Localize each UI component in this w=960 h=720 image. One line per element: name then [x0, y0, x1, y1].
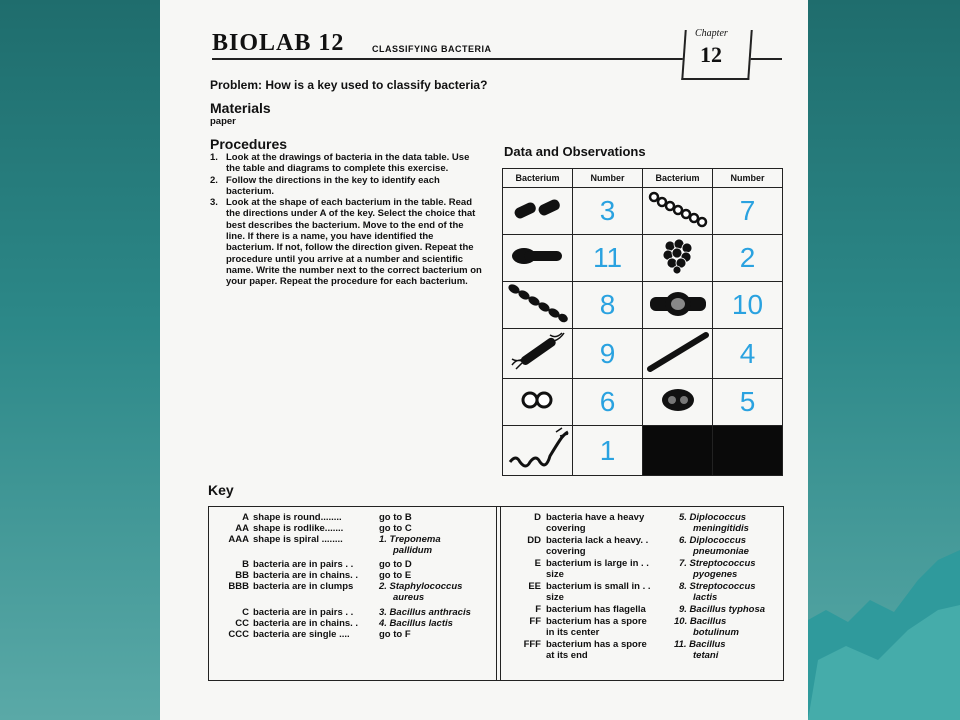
bacterium-drawing	[643, 329, 713, 379]
key-text: bacteria are in clumps	[253, 581, 354, 592]
bacterium-drawing	[643, 188, 713, 235]
chapter-number: 12	[700, 42, 722, 67]
number-cell: 5	[713, 379, 783, 426]
key-text: covering	[546, 546, 586, 557]
worksheet-page	[160, 0, 808, 720]
table-row	[503, 188, 783, 235]
procedure-step: 1. Look at the drawings of bacteria in the data table. Use the table and diagrams to complete this exercise.	[210, 152, 470, 175]
key-text: bacteria are in chains. .	[253, 618, 359, 629]
key-result: aureus	[393, 592, 425, 603]
bacterium-drawing	[503, 282, 573, 329]
problem-statement: Problem: How is a key used to classify bacteria?	[210, 78, 488, 92]
bacterium-drawing	[503, 329, 573, 379]
key-result: go to E	[379, 570, 412, 581]
key-result: botulinum	[693, 627, 739, 638]
key-text: at its end	[546, 650, 588, 661]
bacilli-chain-drawing	[506, 283, 570, 323]
key-code: BB	[235, 570, 249, 581]
key-text: bacteria have a heavy	[546, 512, 645, 523]
key-text: bacterium is small in . .	[546, 581, 651, 592]
key-box	[208, 506, 784, 681]
number-cell: 2	[713, 235, 783, 282]
bacilli-pair-drawing	[508, 191, 568, 227]
procedure-step: 3. Look at the shape of each bacterium in the table. Read the directions under A of the key. Select the choice that best describes the bacterium. Move to the end of the line. If there is a name, you have identified the bacterium. If not, follow the direction given. Repeat the procedure until you arrive at a number and scientific name. Write the number next to the correct bacterium on your paper. Repeat the procedure for each bacterium.	[210, 197, 482, 288]
table-row	[503, 329, 783, 379]
key-result: 6. Diplococcus	[679, 535, 747, 546]
table-row	[503, 235, 783, 282]
number-cell: 9	[573, 329, 643, 379]
cocci-chain-drawing	[646, 189, 710, 229]
key-result: 4. Bacillus lactis	[379, 618, 453, 629]
bacterium-drawing	[643, 282, 713, 329]
key-result: go to F	[379, 629, 411, 640]
key-text: bacteria are in pairs . .	[253, 607, 354, 618]
key-divider	[496, 507, 501, 680]
key-heading: Key	[208, 482, 234, 498]
key-result: 9. Bacillus typhosa	[679, 604, 766, 615]
key-code: AA	[235, 523, 249, 534]
bacterium-drawing	[643, 235, 713, 282]
key-code: AAA	[228, 534, 249, 545]
cocci-cluster-drawing	[658, 236, 698, 276]
key-result: 2. Staphylococcus	[379, 581, 463, 592]
column-header: Bacterium	[503, 169, 573, 188]
key-text: size	[546, 569, 564, 580]
key-code: A	[242, 512, 249, 523]
diplococcus-drawing	[518, 385, 558, 415]
key-code: BBB	[228, 581, 249, 592]
key-text: bacterium has a spore	[546, 639, 647, 650]
key-text: shape is rodlike.......	[253, 523, 344, 534]
key-result: 3. Bacillus anthracis	[379, 607, 471, 618]
table-row	[503, 379, 783, 426]
column-header: Number	[573, 169, 643, 188]
key-code: D	[534, 512, 541, 523]
key-code: B	[242, 559, 249, 570]
key-result: 7. Streptococcus	[679, 558, 756, 569]
key-result: 5. Diplococcus	[679, 512, 747, 523]
data-table	[502, 168, 783, 476]
data-heading: Data and Observations	[504, 144, 646, 159]
key-result: pallidum	[393, 545, 433, 556]
mountain-decoration	[808, 550, 960, 720]
key-text: in its center	[546, 627, 600, 638]
spore-center-bacillus-drawing	[646, 283, 710, 323]
key-result: go to C	[379, 523, 412, 534]
materials-section	[210, 100, 271, 127]
bacterium-drawing	[503, 379, 573, 426]
key-text: covering	[546, 523, 586, 534]
procedures-heading: Procedures	[210, 136, 288, 152]
key-result: pyogenes	[693, 569, 738, 580]
lab-subtitle: CLASSIFYING BACTERIA	[372, 44, 492, 54]
number-cell: 10	[713, 282, 783, 329]
key-text: bacterium is large in . .	[546, 558, 649, 569]
key-text: bacteria are in pairs . .	[253, 559, 354, 570]
key-code: FFF	[523, 639, 541, 650]
number-cell: 4	[713, 329, 783, 379]
procedures-section	[210, 136, 287, 152]
key-result: 1. Treponema	[379, 534, 441, 545]
encapsulated-diplococcus-drawing	[658, 385, 698, 415]
key-text: bacteria are in chains. .	[253, 570, 359, 581]
chapter-label: Chapter	[695, 28, 728, 39]
key-code: EE	[528, 581, 541, 592]
key-code: FF	[529, 616, 541, 627]
key-code: F	[535, 604, 541, 615]
bacterium-drawing	[503, 235, 573, 282]
spirochete-drawing	[506, 426, 570, 470]
lab-title: BIOLAB 12	[212, 30, 345, 56]
key-text: shape is spiral ........	[253, 534, 343, 545]
blank-cell	[713, 426, 783, 476]
blank-cell	[643, 426, 713, 476]
column-header: Bacterium	[643, 169, 713, 188]
rod-chain-drawing	[646, 329, 710, 373]
key-text: size	[546, 592, 564, 603]
column-header: Number	[713, 169, 783, 188]
spore-end-bacillus-drawing	[508, 238, 568, 274]
key-result: tetani	[693, 650, 719, 661]
key-code: DD	[527, 535, 541, 546]
materials-heading: Materials	[210, 100, 271, 116]
number-cell: 6	[573, 379, 643, 426]
key-code: E	[534, 558, 541, 569]
key-result: go to B	[379, 512, 412, 523]
key-text: bacterium has flagella	[546, 604, 646, 615]
bacterium-drawing	[503, 188, 573, 235]
flagellated-bacillus-drawing	[506, 329, 570, 373]
number-cell: 11	[573, 235, 643, 282]
key-code: C	[242, 607, 249, 618]
key-code: CC	[235, 618, 249, 629]
key-result: go to D	[379, 559, 412, 570]
key-result: pneumoniae	[693, 546, 749, 557]
key-result: meningitidis	[693, 523, 749, 534]
key-text: bacteria are single ....	[253, 629, 350, 640]
bacterium-drawing	[503, 426, 573, 476]
key-result: lactis	[693, 592, 718, 603]
number-cell: 8	[573, 282, 643, 329]
key-text: shape is round........	[253, 512, 342, 523]
key-result: 11. Bacillus	[674, 639, 726, 650]
bacterium-drawing	[643, 379, 713, 426]
procedures-list	[210, 152, 482, 288]
key-result: 8. Streptococcus	[679, 581, 756, 592]
number-cell: 3	[573, 188, 643, 235]
number-cell: 1	[573, 426, 643, 476]
number-cell: 7	[713, 188, 783, 235]
table-row	[503, 282, 783, 329]
table-row	[503, 426, 783, 476]
key-text: bacteria lack a heavy. .	[546, 535, 649, 546]
key-result: 10. Bacillus	[674, 616, 727, 627]
key-text: bacterium has a spore	[546, 616, 647, 627]
key-code: CCC	[228, 629, 249, 640]
materials-text: paper	[210, 116, 236, 127]
procedure-step: 2. Follow the directions in the key to identify each bacterium.	[210, 174, 440, 197]
